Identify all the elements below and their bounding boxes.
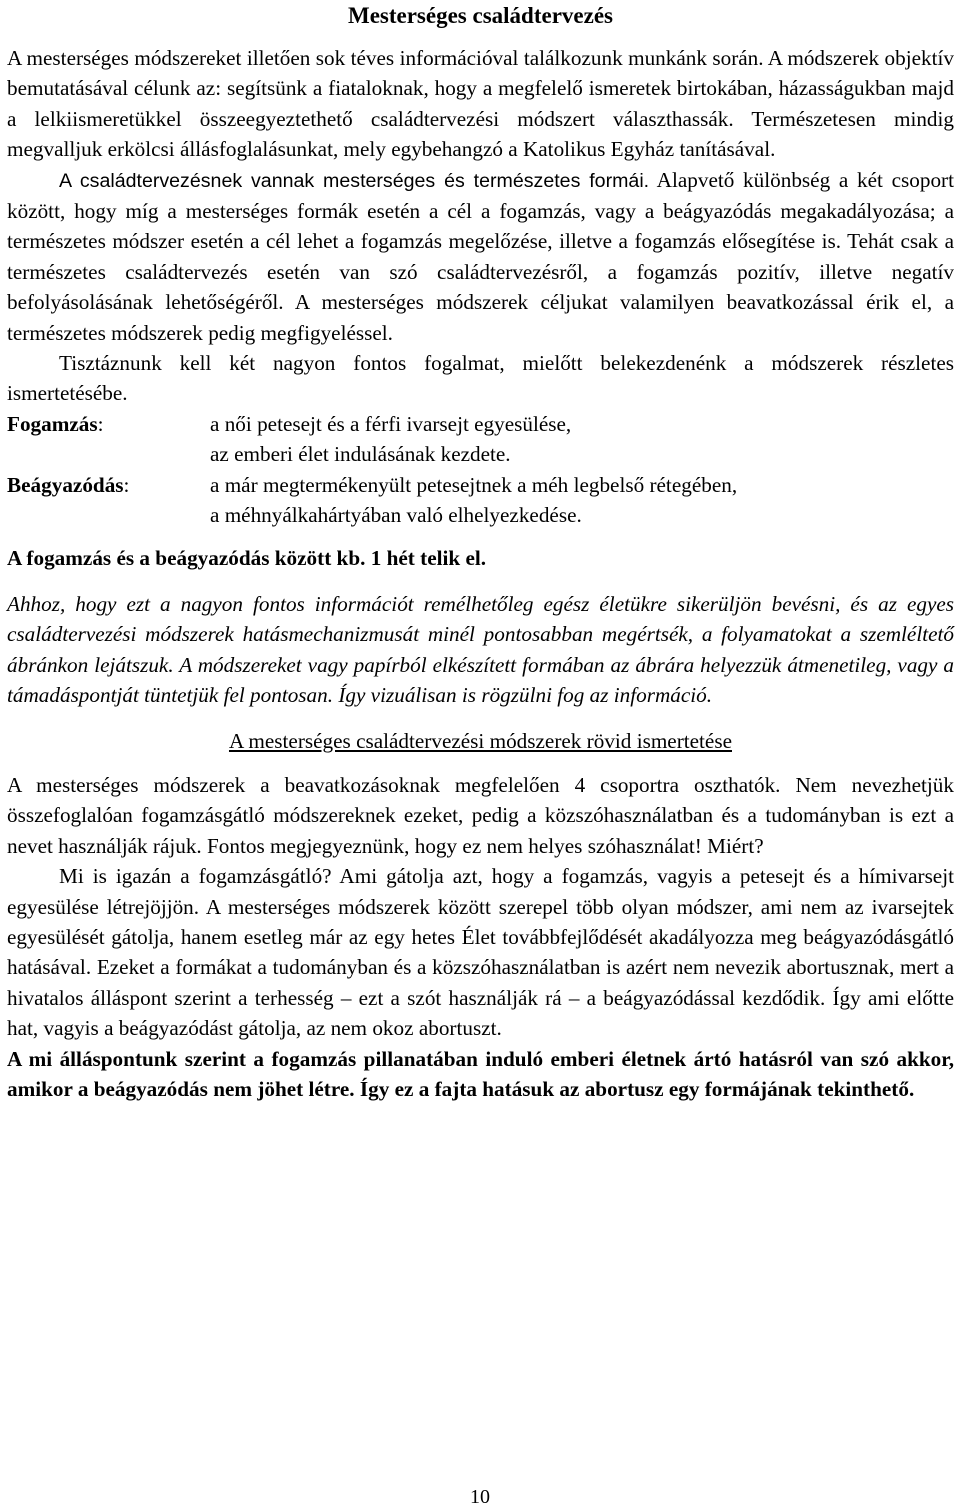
definition-line: a már megtermékenyült petesejtnek a méh legbelső rétegében, [210,472,738,497]
definition-line: a méhnyálkahártyában való elhelyezkedése. [210,503,582,528]
forms-paragraph [7,165,954,348]
page-title: Mesterséges családtervezés [347,3,613,28]
section-heading: A mesterséges családtervezési módszerek rövid ismertetése [228,728,732,753]
document-page [7,0,954,1104]
key-fact-statement: A fogamzás és a beágyazódás között kb. 1 hét telik el. [7,545,487,570]
page-number: 10 [470,1486,490,1508]
definition-row [7,409,954,470]
forms-paragraph-rest: Alapvető különbség a két csoport között, hogy míg a mesterséges formák esetén a cél a fogamzás, vagy a beágyazódás megakadályozása; a természetes módszer esetén a cél lehet a fogamzás megelőzése, illetve a fogamzás elősegítése is. Tehát csak a természetes családtervezés esetén van szó családtervezésről, a fogamzás pozitív, illetve negatív befolyásolásának lehetőségéről. A mesterséges módszerek céljukat valamilyen beavatkozással érik el, a természetes módszerek pedig megfigyeléssel. [7,167,954,345]
forms-sentence-sans: A családtervezésnek vannak mesterséges és természetes formái. [59,169,650,192]
concepts-paragraph: Tisztáznunk kell két nagyon fontos fogalmat, mielőtt belekezdenénk a módszerek részletes ismertetésébe. [7,351,954,406]
definition-term: Beágyazódás: [7,472,130,497]
definition-row [7,470,954,531]
definitions-table [7,409,954,531]
definition-line: a női petesejt és a férfi ivarsejt egyesülése, [210,411,572,436]
definition-text [210,409,954,470]
intro-paragraph: A mesterséges módszereket illetően sok téves információval találkozunk munkánk során. A módszerek objektív bemutatásával célunk az: segítsünk a fiataloknak, hogy a megfelelő ismeretek birtokában, házasságukban majd a lelkiismeretükkel összeegyeztethető családtervezési módszert választhassák. Természetesen mindig megvalljuk erkölcsi állásfoglalásunkat, mely egybehangzó a Katolikus Egyház tanításával. [7,46,954,162]
groups-paragraph: A mesterséges módszerek a beavatkozásoknak megfelelően 4 csoportra oszthatók. Nem nevezhetjük összefoglalóan fogamzásgátló módszereknek ezeket, pedig a közszóhasználatban és a tudományban is ezt a nevet használják rájuk. Fontos megjegyeznünk, hogy ez nem helyes szóhasználat! Miért? [7,772,954,858]
definition-line: az emberi élet indulásának kezdete. [210,442,511,467]
definition-text [210,470,954,531]
contraceptive-definition-paragraph: Mi is igazán a fogamzásgátló? Ami gátolja azt, hogy a fogamzás, vagyis a petesejt és a hímivarsejt egyesülése létrejöjjön. A mesterséges módszerek között szerepel több olyan módszer, ami nem az ivarsejtek egyesülését gátolja, hanem esetleg már az egy hetes Élet továbbfejlődését akadályozza meg beágyazódásgátló hatásával. Ezeket a formákat a tudományban és a közszóhasználatban is azért nem nevezik abortusznak, mert a hivatalos álláspont szerint a terhesség – ezt a szót használják rá – a beágyazódással kezdődik. Így ami előtte hat, vagyis a beágyazódást gátolja, az nem okoz abortuszt. [7,864,954,1041]
definition-term: Fogamzás: [7,411,104,436]
illustration-note-paragraph: Ahhoz, hogy ezt a nagyon fontos információt remélhetőleg egész életükre sikerüljön bevésni, és az egyes családtervezési módszerek hatásmechanizmusát minél pontosabban megértsék, a folyamatokat a szemléltető ábránkon lejátszuk. A módszereket vagy papírból elkészített formában az ábrára helyezzük átmenetileg, vagy a támadáspontját tüntetjük fel pontosan. Így vizuálisan is rögzülni fog az információ. [7,591,954,708]
position-statement-paragraph: A mi álláspontunk szerint a fogamzás pillanatában induló emberi életnek ártó hatásról van szó akkor, amikor a beágyazódás nem jöhet létre. Így ez a fajta hatásuk az abortusz egy formájának tekinthető. [7,1046,954,1101]
